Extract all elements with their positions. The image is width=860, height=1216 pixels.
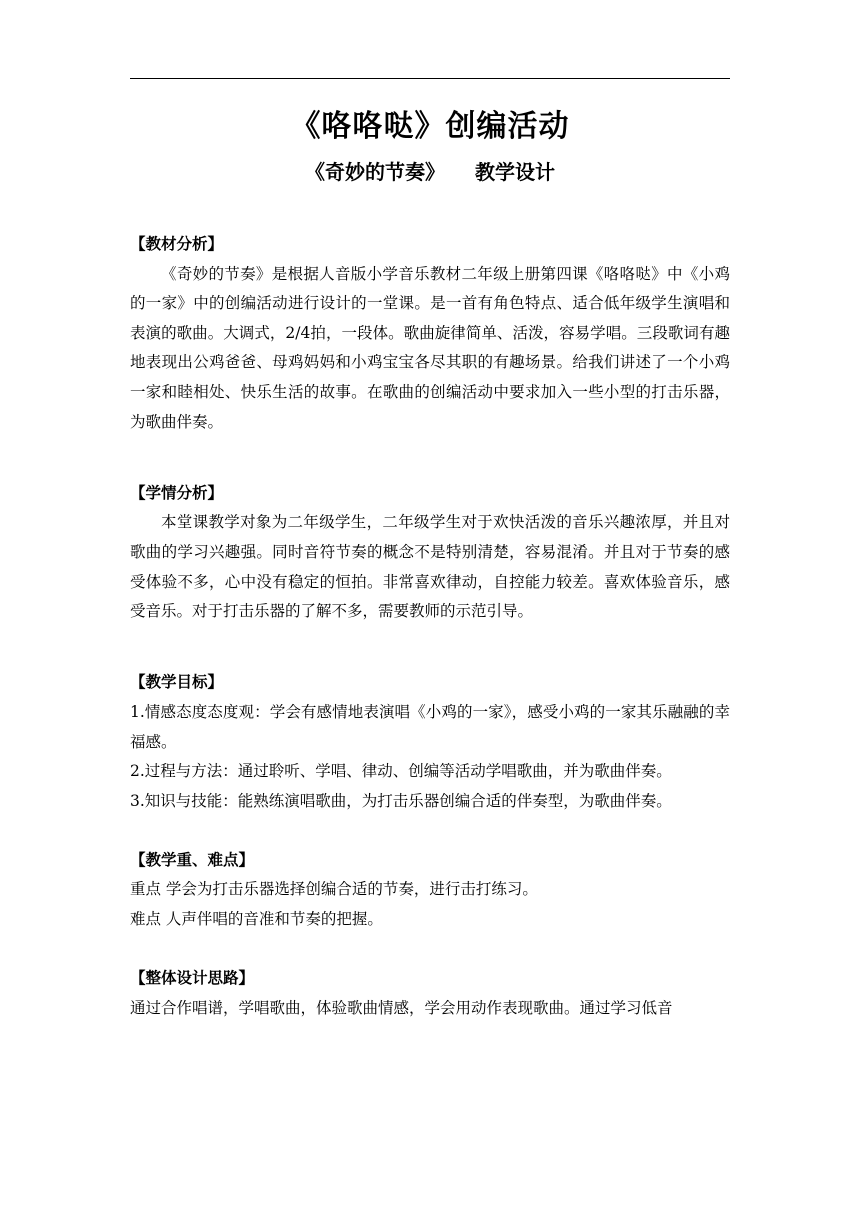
section-heading-keypoints: 【教学重、难点】 (130, 850, 255, 869)
section-text-material: 《奇妙的节奏》是根据人音版小学音乐教材二年级上册第四课《咯咯哒》中《小鸡的一家》中的创编活动进行设计的一堂课。是一首有角色特点、适合低年级学生演唱和表演的歌曲。大调式，2/4拍，一段体。歌曲旋律简单、活泼，容易学唱。三段歌词有趣地表现出公鸡爸爸、母鸡妈妈和小鸡宝宝各尽其职的有趣场景。给我们讲述了一个小鸡一家和睦相处、快乐生活的故事。在歌曲的创编活动中要求加入一些小型的打击乐器，为歌曲伴奏。 (130, 264, 730, 431)
goal-item: 3.知识与技能：能熟练演唱歌曲，为打击乐器创编合适的伴奏型，为歌曲伴奏。 (130, 791, 672, 810)
document-title: 《咯咯哒》创编活动 (290, 109, 570, 144)
section-heading-students: 【学情分析】 (130, 483, 224, 502)
section-heading-material: 【教材分析】 (130, 235, 224, 253)
section-heading-goals: 【教学目标】 (130, 673, 224, 692)
goal-item: 1.情感态度态度观：学会有感情地表演唱《小鸡的一家》，感受小鸡的一家其乐融融的幸福感。 (130, 702, 730, 751)
document-subtitle (130, 156, 730, 188)
section-text-students: 本堂课教学对象为二年级学生，二年级学生对于欢快活泼的音乐兴趣浓厚，并且对歌曲的学习兴趣强。同时音符节奏的概念不是特别清楚，容易混淆。并且对于节奏的感受体验不多，心中没有稳定的恒拍。非常喜欢律动，自控能力较差。喜欢体验音乐，感受音乐。对于打击乐器的了解不多，需要教师的示范引导。 (130, 513, 730, 621)
subtitle-course-name: 《奇妙的节奏》 (305, 160, 445, 184)
keypoint-item: 难点 人声伴唱的音准和节奏的把握。 (130, 910, 383, 929)
goal-item: 2.过程与方法：通过聆听、学唱、律动、创编等活动学唱歌曲，并为歌曲伴奏。 (130, 762, 672, 781)
document-body (130, 230, 730, 1023)
section-text-design: 通过合作唱谱，学唱歌曲，体验歌曲情感，学会用动作表现歌曲。通过学习低音 (130, 998, 673, 1017)
section-heading-design: 【整体设计思路】 (130, 969, 255, 988)
keypoint-item: 重点 学会为打击乐器选择创编合适的节奏，进行击打练习。 (130, 880, 538, 899)
subtitle-doc-type: 教学设计 (475, 160, 555, 184)
header-rule (130, 78, 730, 79)
